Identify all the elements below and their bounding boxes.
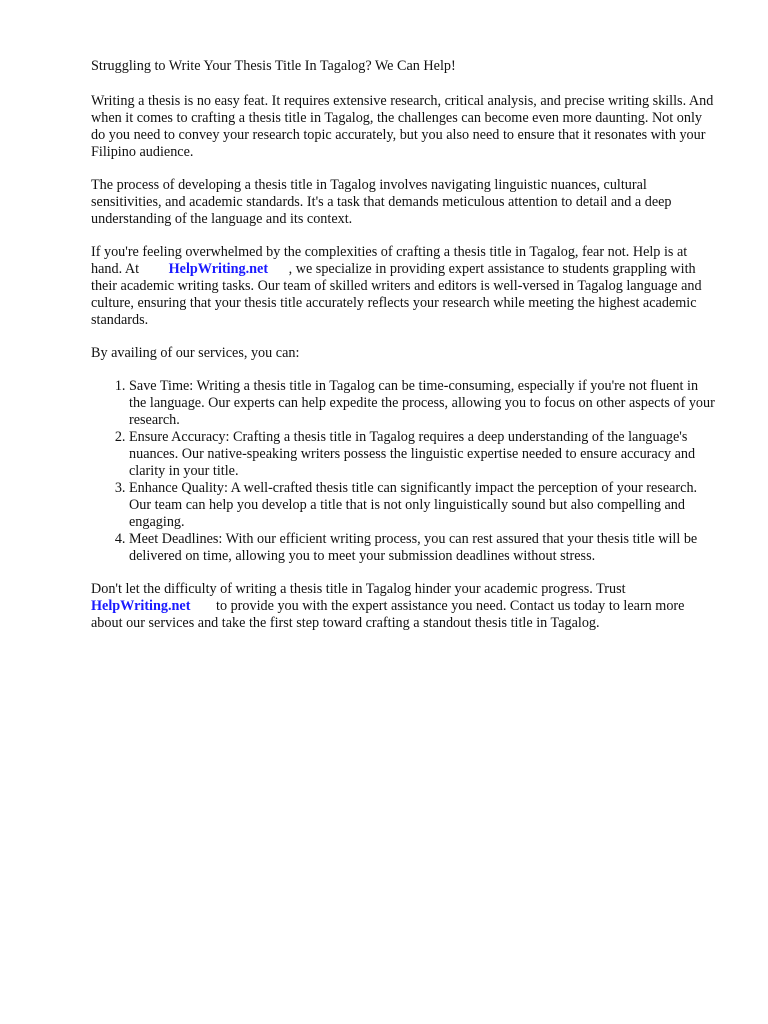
list-item: 2. Ensure Accuracy: Crafting a thesis title in Tagalog requires a deep understanding of the language's nuances. Our native-speaking writers possess the linguistic expertise needed to ensure accuracy and clarity in your title.	[129, 429, 715, 480]
paragraph-help-text-after: , we specialize in providing expert assistance to students grappling with their academic writing tasks. Our team of skilled writers and editors is well-versed in Tagalog language and culture, ensuring that your thesis title accurately reflects your research while meeting the highest academic standards.	[91, 261, 702, 328]
paragraph-help-text-before: If you're feeling overwhelmed by the complexities of crafting a thesis title in Tagalog, fear not. Help is at hand. At	[91, 244, 688, 277]
paragraph-closing	[91, 581, 715, 632]
paragraph-help	[91, 244, 715, 329]
list-item: 3. Enhance Quality: A well-crafted thesis title can significantly impact the perception of your research. Our team can help you develop a title that is not only linguistically sound but also compelling and engaging.	[129, 480, 715, 531]
services-list	[91, 378, 715, 565]
helpwriting-link-1[interactable]: HelpWriting.net	[168, 261, 269, 277]
paragraph-intro: Writing a thesis is no easy feat. It requires extensive research, critical analysis, and precise writing skills. And when it comes to crafting a thesis title in Tagalog, the challenges can become even more daunting. Not only do you need to convey your research topic accurately, but you also need to ensure that it resonates with your Filipino audience.	[91, 93, 714, 160]
paragraph-process: The process of developing a thesis title in Tagalog involves navigating linguistic nuances, cultural sensitivities, and academic standards. It's a task that demands meticulous attention to detail and a deep understanding of the language and its context.	[91, 177, 672, 227]
list-item: 4. Meet Deadlines: With our efficient writing process, you can rest assured that your thesis title will be delivered on time, allowing you to meet your submission deadlines without stress.	[129, 531, 715, 565]
paragraph-closing-text-before: Don't let the difficulty of writing a thesis title in Tagalog hinder your academic progress. Trust	[91, 581, 626, 597]
paragraph-services-intro: By availing of our services, you can:	[91, 345, 300, 361]
list-item: 1. Save Time: Writing a thesis title in Tagalog can be time-consuming, especially if you're not fluent in the language. Our experts can help expedite the process, allowing you to focus on other aspects of your research.	[129, 378, 715, 429]
document-page	[91, 58, 715, 648]
paragraph-closing-text-after: to provide you with the expert assistance you need. Contact us today to learn more about our services and take the first step toward crafting a standout thesis title in Tagalog.	[91, 598, 685, 631]
document-title: Struggling to Write Your Thesis Title In Tagalog? We Can Help!	[91, 58, 456, 74]
helpwriting-link-2[interactable]: HelpWriting.net	[91, 598, 191, 614]
